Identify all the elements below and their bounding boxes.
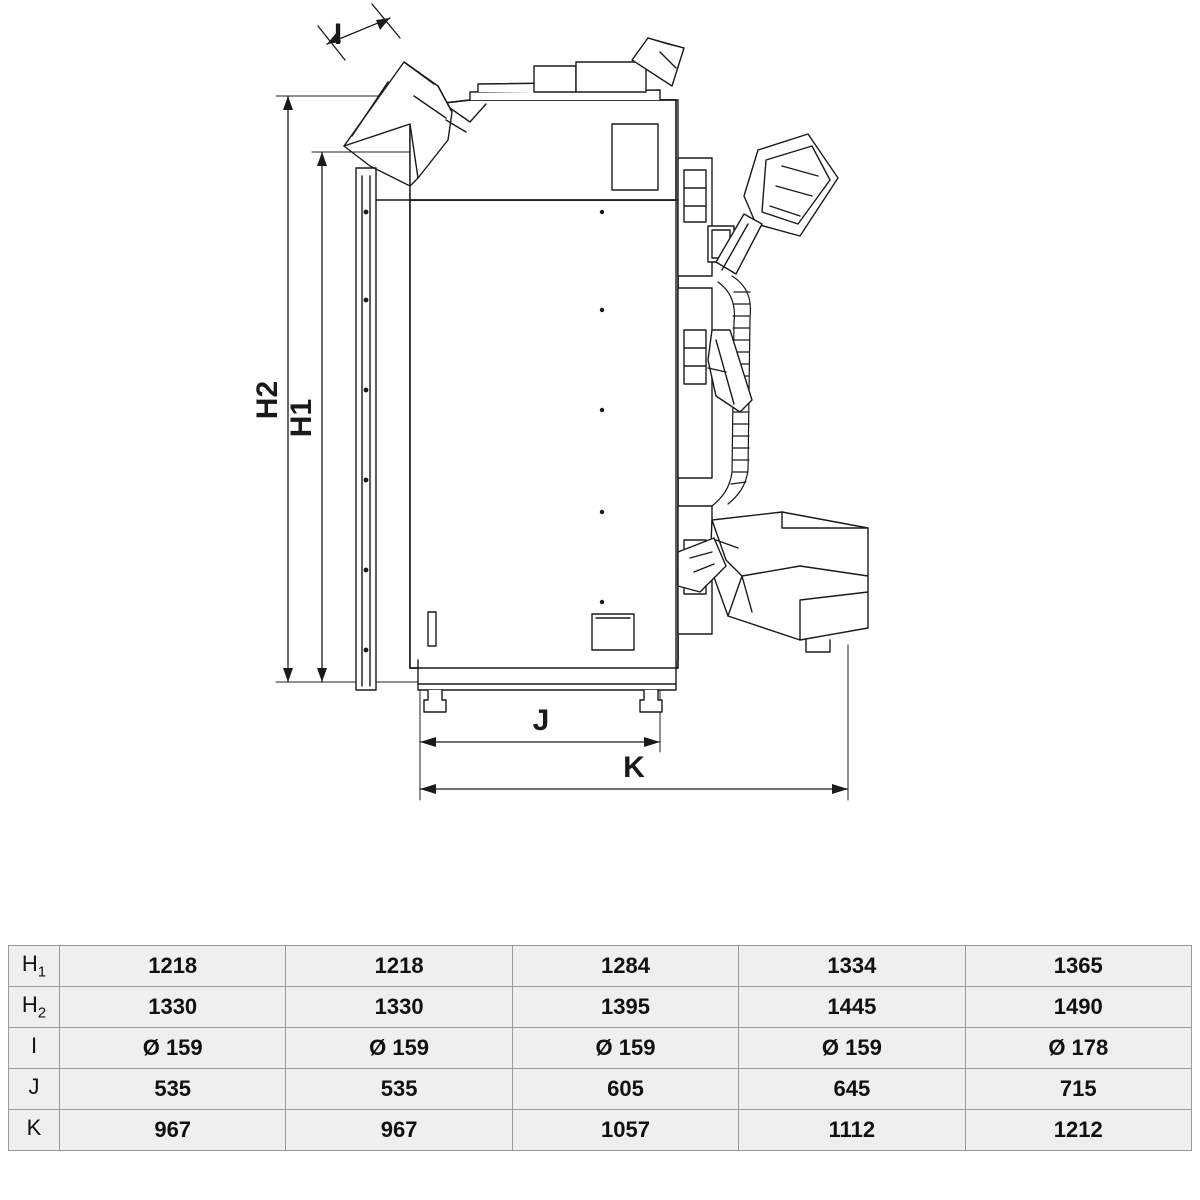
dimension-label-j: J (532, 704, 550, 737)
cell-k-4: 1112 (739, 1110, 965, 1151)
cell-k-2: 967 (286, 1110, 512, 1151)
cell-j-2: 535 (286, 1069, 512, 1110)
boiler-body (344, 38, 684, 712)
cell-h2-4: 1445 (739, 987, 965, 1028)
cell-h2-5: 1490 (965, 987, 1191, 1028)
cell-h1-5: 1365 (965, 946, 1191, 987)
dimensions-table (8, 945, 1192, 1151)
cell-i-3: Ø 159 (512, 1028, 738, 1069)
row-label-h2: $H_2$ (9, 987, 60, 1028)
row-label-j: J (9, 1069, 60, 1110)
table-row (9, 1069, 1192, 1110)
table-row (9, 1110, 1192, 1151)
table-row (9, 946, 1192, 987)
dimension-label-i: I (333, 18, 343, 51)
cell-h2-2: 1330 (286, 987, 512, 1028)
cell-j-1: 535 (60, 1069, 286, 1110)
cell-h1-2: 1218 (286, 946, 512, 987)
cell-k-5: 1212 (965, 1110, 1191, 1151)
dimension-label-k: K (623, 751, 645, 784)
cell-i-4: Ø 159 (739, 1028, 965, 1069)
row-label-h1: $H_1$ (9, 946, 60, 987)
cell-i-5: Ø 178 (965, 1028, 1191, 1069)
cell-k-3: 1057 (512, 1110, 738, 1151)
cell-i-2: Ø 159 (286, 1028, 512, 1069)
row-label-i: I (9, 1028, 60, 1069)
cell-k-1: 967 (60, 1110, 286, 1151)
cell-h2-3: 1395 (512, 987, 738, 1028)
cell-j-3: 605 (512, 1069, 738, 1110)
table-row (9, 1028, 1192, 1069)
table-row (9, 987, 1192, 1028)
burner-assembly (678, 134, 868, 652)
cell-h2-1: 1330 (60, 987, 286, 1028)
row-label-k: K (9, 1110, 60, 1151)
cell-j-4: 645 (739, 1069, 965, 1110)
cell-h1-1: 1218 (60, 946, 286, 987)
cell-j-5: 715 (965, 1069, 1191, 1110)
dimension-label-h1: H1 (285, 398, 318, 438)
cell-h1-4: 1334 (739, 946, 965, 987)
dimension-label-h2: H2 (251, 380, 284, 420)
cell-h1-3: 1284 (512, 946, 738, 987)
cell-i-1: Ø 159 (60, 1028, 286, 1069)
